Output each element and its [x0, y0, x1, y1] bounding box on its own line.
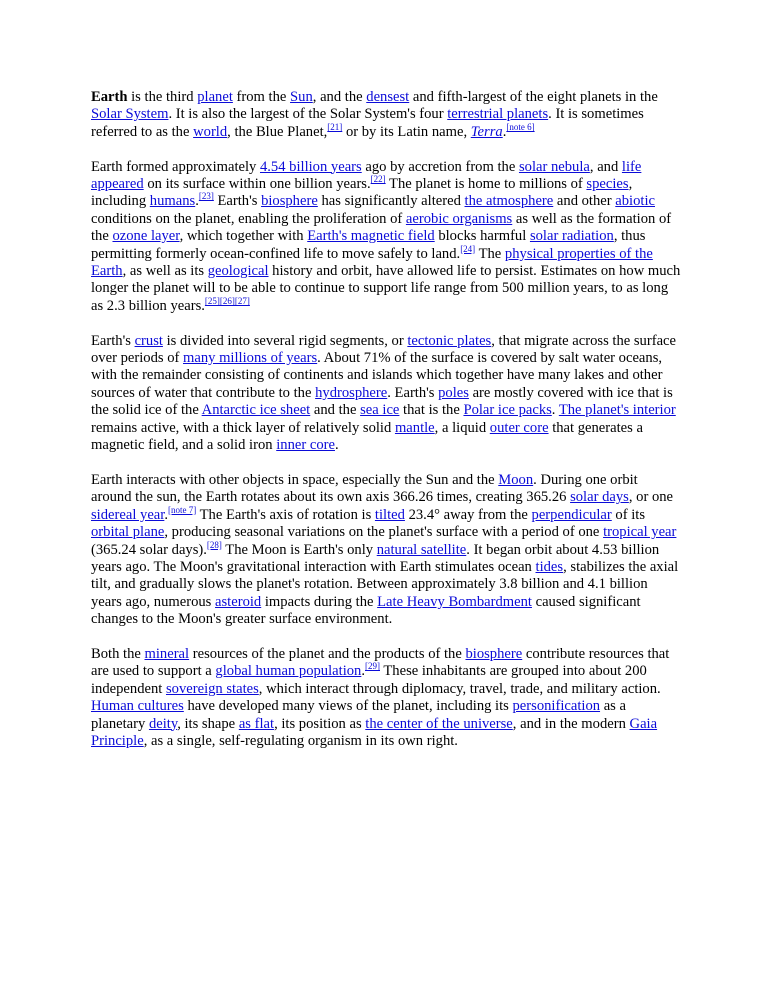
citation-ref: [506, 122, 534, 132]
citation-ref: [327, 122, 342, 132]
link-moon[interactable]: Moon: [498, 471, 534, 488]
text-run: , and in the modern: [512, 715, 630, 732]
text-run: contribute resources that are used to support a: [91, 645, 670, 680]
link-tropical-year[interactable]: tropical year: [603, 524, 677, 541]
text-run: (365.24 solar days).: [91, 541, 207, 558]
link-world[interactable]: world: [193, 123, 228, 140]
text-run: 23.4° away from the: [404, 506, 532, 523]
text-run: .: [502, 123, 507, 140]
link-personification[interactable]: personification: [512, 698, 601, 715]
text-run: Earth's: [91, 332, 135, 349]
text-run: Both the: [91, 645, 145, 662]
link-the-atmosphere[interactable]: the atmosphere: [464, 193, 554, 210]
link-physical-properties-of-the-earth[interactable]: physical properties of the Earth: [91, 245, 653, 280]
link-mineral[interactable]: mineral: [144, 645, 190, 662]
link-solar-system[interactable]: Solar System: [91, 106, 169, 123]
text-run: that is the: [399, 402, 464, 419]
link-tides[interactable]: tides: [535, 558, 564, 575]
link-tilted[interactable]: tilted: [374, 506, 405, 523]
text-run: The planet is home to millions of: [385, 176, 587, 193]
citation-link[interactable]: [note 6]: [506, 121, 535, 132]
text-run: on its surface within one billion years.: [143, 176, 371, 193]
text-run: , and the: [312, 89, 367, 105]
text-run: and the: [310, 402, 361, 419]
text-run: .: [361, 663, 365, 680]
text-run: . It is also the largest of the Solar System's four: [168, 106, 448, 123]
link-solar-nebula[interactable]: solar nebula: [518, 158, 590, 175]
text-run: These inhabitants are grouped into about 200 independent: [91, 663, 647, 697]
link-the-center-of-the-universe[interactable]: the center of the universe: [365, 715, 513, 732]
text-run: are mostly covered with ice that is the solid ice of the: [91, 384, 673, 419]
text-run: , which interact through diplomacy, travel, trade, and military action.: [258, 680, 661, 697]
citation-ref: [199, 191, 214, 201]
link-poles[interactable]: poles: [438, 384, 469, 401]
link-global-human-population[interactable]: global human population: [215, 663, 362, 680]
text-run: The: [475, 245, 505, 262]
citation-ref: [207, 540, 222, 550]
link-sovereign-states[interactable]: sovereign states: [165, 680, 259, 697]
link-gaia-principle[interactable]: Gaia Principle: [91, 715, 658, 749]
link-solar-radiation[interactable]: solar radiation: [529, 228, 614, 245]
link-hydrosphere[interactable]: hydrosphere: [315, 384, 388, 401]
text-run: .: [334, 437, 339, 454]
text-run: , its shape: [177, 715, 239, 732]
link-late-heavy-bombardment[interactable]: Late Heavy Bombardment: [377, 593, 532, 610]
citation-link[interactable]: [21]: [327, 121, 343, 132]
text-run: , producing seasonal variations on the planet's surface with a period of one: [164, 524, 604, 541]
text-run: , including: [91, 176, 633, 210]
text-run: as a planetary: [91, 698, 626, 732]
text-run: is divided into several rigid segments, or: [162, 332, 408, 349]
text-run: .: [164, 506, 168, 523]
text-run: The Earth's axis of rotation is: [196, 506, 375, 523]
text-run: history and orbit, have allowed life to persist. Estimates on how much longer the planet will to be able to continue to support life range from 500 million years, to as long as 2.3 billion years.: [91, 263, 681, 314]
link-aerobic-organisms[interactable]: aerobic organisms: [405, 210, 513, 227]
text-run: resources of the planet and the products of the: [189, 645, 466, 662]
link-the-planet-s-interior[interactable]: The planet's interior: [558, 402, 676, 419]
text-run: of its: [611, 506, 646, 523]
article-body: [91, 89, 681, 768]
text-run: is the third: [127, 89, 198, 105]
text-run: , as a single, self-regulating organism in its own right.: [143, 732, 458, 749]
citation-link[interactable]: [22]: [370, 174, 386, 185]
text-run: have developed many views of the planet, including its: [183, 698, 513, 715]
link-as-flat[interactable]: as flat: [238, 715, 275, 732]
citation-link[interactable]: [28]: [206, 539, 222, 550]
citation-link[interactable]: [24]: [460, 243, 476, 254]
link-sidereal-year[interactable]: sidereal year: [91, 506, 165, 523]
citation-link[interactable]: [note 7]: [168, 504, 197, 515]
paragraph-structure: [91, 333, 681, 455]
link-natural-satellite[interactable]: natural satellite: [376, 541, 467, 558]
text-run: conditions on the planet, enabling the proliferation of: [91, 210, 406, 227]
link-terrestrial-planets[interactable]: terrestrial planets: [447, 106, 549, 123]
text-run: , stabilizes the axial tilt, and gradually slows the planet's rotation. Between approximately 3.8 billion and 4.1 billion years ago, numerous: [91, 558, 679, 610]
link-biosphere[interactable]: biosphere: [261, 193, 318, 210]
link-species[interactable]: species: [586, 176, 629, 193]
citation-link[interactable]: [23]: [198, 191, 214, 202]
text-run: Earth's: [213, 193, 262, 210]
link-ozone-layer[interactable]: ozone layer: [112, 228, 180, 245]
citation-ref: [365, 661, 380, 671]
text-run: , the Blue Planet,: [227, 123, 328, 140]
link-geological[interactable]: geological: [207, 263, 269, 280]
text-run: , its position as: [274, 715, 366, 732]
text-run: and other: [553, 193, 616, 210]
link-biosphere[interactable]: biosphere: [465, 645, 523, 662]
link-abiotic[interactable]: abiotic: [615, 193, 655, 210]
text-run: as well as the formation of the: [91, 210, 672, 245]
link-perpendicular[interactable]: perpendicular: [531, 506, 612, 523]
text-run: impacts during the: [261, 593, 378, 610]
citation-link[interactable]: [29]: [365, 661, 380, 672]
text-run: Earth formed approximately: [91, 158, 260, 175]
text-run: , a liquid: [434, 419, 490, 436]
link-densest[interactable]: densest: [366, 89, 410, 105]
link-orbital-plane[interactable]: orbital plane: [91, 524, 165, 541]
link-life-appeared[interactable]: life appeared: [91, 158, 642, 193]
text-run: blocks harmful: [434, 228, 530, 245]
paragraph-intro: [91, 89, 681, 141]
link-earth-s-magnetic-field[interactable]: Earth's magnetic field: [307, 228, 435, 245]
text-run: from the: [232, 89, 291, 105]
text-run: ago by accretion from the: [361, 158, 519, 175]
text-run: and fifth-largest of the eight planets in the: [409, 89, 658, 105]
text-run: that generates a magnetic field, and a solid iron: [91, 419, 643, 454]
text-run: .: [195, 193, 199, 210]
link-sea-ice[interactable]: sea ice: [360, 402, 400, 419]
bold-term: Earth: [91, 89, 128, 105]
link-tectonic-plates[interactable]: tectonic plates: [407, 332, 492, 349]
link-sun[interactable]: Sun: [290, 89, 313, 105]
link-humans[interactable]: humans: [149, 193, 196, 210]
citation-ref: [168, 505, 196, 515]
text-run: , or one: [628, 489, 674, 506]
text-run: .: [551, 402, 559, 419]
text-run: , that migrate across the surface over periods of: [91, 332, 677, 367]
link-solar-days[interactable]: solar days: [570, 489, 629, 506]
text-run: or by its Latin name,: [342, 123, 471, 140]
paragraph-orbit: [91, 472, 681, 629]
text-run: , which together with: [179, 228, 308, 245]
text-run: , as well as its: [122, 263, 208, 280]
text-run: caused significant changes to the Moon's greater surface environment.: [91, 593, 641, 628]
text-run: . It is sometimes referred to as the: [91, 106, 644, 140]
citation-ref: [371, 174, 386, 184]
link-outer-core[interactable]: outer core: [489, 419, 549, 436]
text-run: The Moon is Earth's only: [221, 541, 377, 558]
text-run: remains active, with a thick layer of relatively solid: [91, 419, 395, 436]
text-run: Earth interacts with other objects in space, especially the Sun and the: [91, 471, 499, 488]
link-planet[interactable]: planet: [197, 89, 233, 105]
paragraph-formation: [91, 159, 681, 316]
text-run: , thus permitting formerly ocean-confined life to move safely to land.: [91, 228, 646, 262]
text-run: . Earth's: [387, 384, 439, 401]
link-4-54-billion-years[interactable]: 4.54 billion years: [259, 158, 362, 175]
text-run: . About 71% of the surface is covered by salt water oceans, with the remainder consisting of continents and islands which together have many lakes and other sources of water that contribute to the: [91, 350, 663, 401]
text-run: , and: [589, 158, 622, 175]
paragraph-humans: [91, 646, 681, 750]
link-crust[interactable]: crust: [134, 332, 163, 349]
link-inner-core[interactable]: inner core: [276, 437, 335, 454]
citation-ref: [460, 244, 475, 254]
link-polar-ice-packs[interactable]: Polar ice packs: [463, 402, 552, 419]
link-human-cultures[interactable]: Human cultures: [91, 698, 184, 715]
link-antarctic-ice-sheet[interactable]: Antarctic ice sheet: [201, 402, 311, 419]
link-deity[interactable]: deity: [148, 715, 178, 732]
text-run: . It began orbit about 4.53 billion years ago. The Moon's gravitational interaction with Earth stimulates ocean: [91, 541, 660, 575]
link-mantle[interactable]: mantle: [394, 419, 435, 436]
link-terra[interactable]: Terra: [470, 123, 503, 140]
link-asteroid[interactable]: asteroid: [215, 593, 262, 610]
citation-ref: [205, 296, 250, 306]
text-run: has significantly altered: [317, 193, 465, 210]
text-run: . During one orbit around the sun, the Earth rotates about its own axis 366.26 times, creating 365.26: [91, 471, 638, 506]
citation-link[interactable]: [25][26][27]: [204, 295, 250, 306]
link-many-millions-of-years[interactable]: many millions of years: [183, 350, 318, 367]
